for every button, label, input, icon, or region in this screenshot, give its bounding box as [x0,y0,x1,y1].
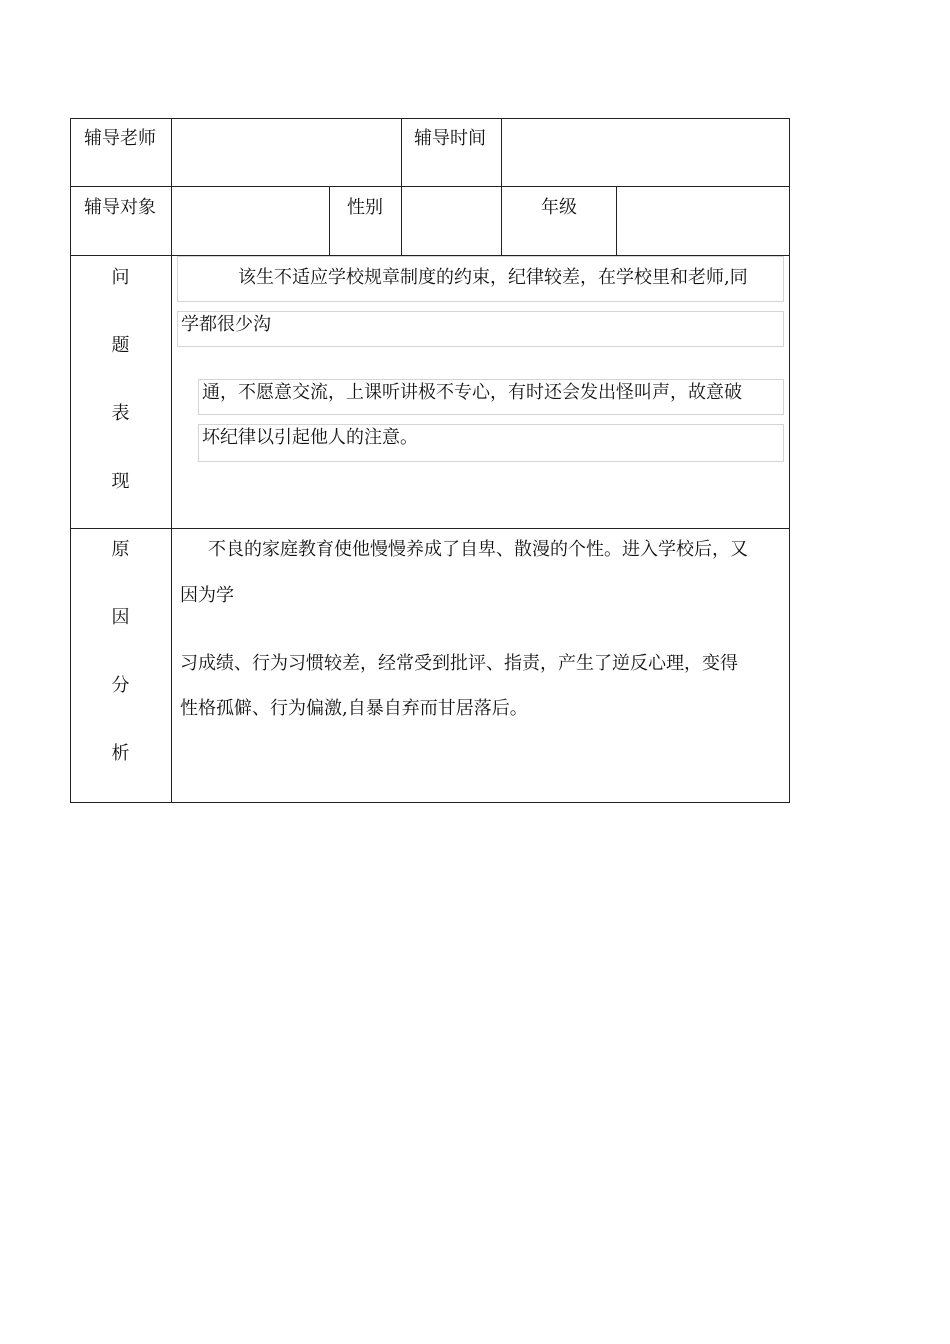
table-column-divider-grade-label [501,118,502,255]
counseling-record-table [70,118,790,803]
table-border-top [70,118,790,119]
cause-text-line-2: 因为学 [180,585,234,606]
gender-label: 性别 [347,197,383,218]
table-border-left [70,118,71,803]
cause-text-line-4: 性格孤僻、行为偏激,自暴自弃而甘居落后。 [180,698,528,719]
cause-text-line-3: 习成绩、行为习惯较差，经常受到批评、指责，产生了逆反心理，变得 [180,653,738,674]
problem-text-line-2: 学都很少沟 [177,311,784,347]
grade-value[interactable] [626,197,782,219]
cause-label-char-4: 析 [111,743,130,764]
table-column-divider-gender-label [329,186,330,255]
grade-label: 年级 [541,197,577,218]
table-row-divider-3 [70,528,790,529]
table-border-bottom [70,802,790,803]
cause-label-char-2: 因 [111,607,130,628]
problem-text-line-1: 该生不适应学校规章制度的约束，纪律较差，在学校里和老师,同 [177,256,784,302]
cause-label-char-3: 分 [111,675,130,696]
teacher-value[interactable] [182,128,392,150]
problem-label-char-4: 现 [111,471,130,492]
table-border-right [789,118,790,803]
cause-text-line-1: 不良的家庭教育使他慢慢养成了自卑、散漫的个性。进入学校后，又 [208,539,748,560]
problem-label-char-1: 问 [111,267,130,288]
problem-text-line-4: 坏纪律以引起他人的注意。 [198,424,784,462]
target-label: 辅导对象 [84,197,156,218]
problem-text-line-3: 通，不愿意交流，上课听讲极不专心，有时还会发出怪叫声，故意破 [198,379,784,415]
table-row-divider-1 [70,186,790,187]
gender-value[interactable] [410,197,494,219]
target-value[interactable] [182,197,322,219]
time-label: 辅导时间 [414,128,486,149]
table-column-divider-grade-value [616,186,617,255]
table-column-divider-time-label [401,118,402,255]
problem-label-char-3: 表 [111,403,130,424]
time-value[interactable] [512,128,782,150]
teacher-label: 辅导老师 [84,128,156,149]
problem-label-char-2: 题 [111,335,130,356]
table-column-divider-label [171,118,172,803]
cause-label-char-1: 原 [111,539,130,560]
